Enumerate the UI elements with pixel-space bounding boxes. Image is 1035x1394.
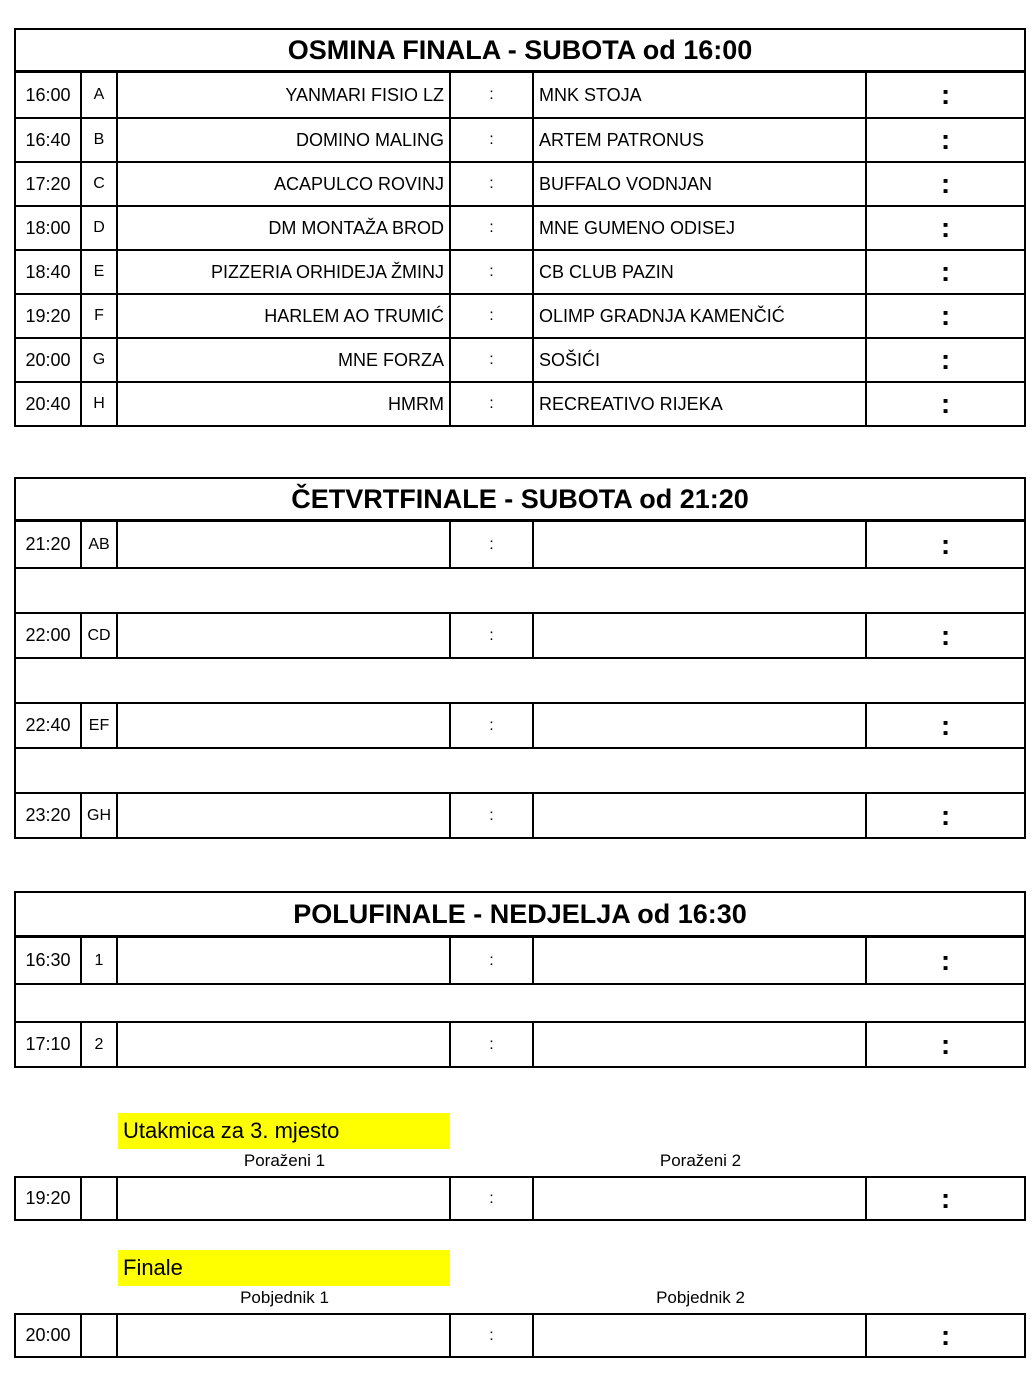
match-code: B <box>82 119 118 161</box>
table-title: ČETVRTFINALE - SUBOTA od 21:20 <box>16 479 1024 522</box>
home-team-cell <box>118 1315 451 1356</box>
vs-colon: : <box>451 339 534 381</box>
third-place-label: Utakmica za 3. mjesto <box>118 1113 450 1149</box>
match-time: 22:40 <box>16 704 82 747</box>
match-row <box>16 293 1024 337</box>
score-cell: : <box>940 344 951 375</box>
final-label: Finale <box>118 1250 450 1286</box>
table-title: OSMINA FINALA - SUBOTA od 16:00 <box>16 30 1024 73</box>
home-team-cell: YANMARI FISIO LZ <box>118 73 451 117</box>
match-code <box>82 1315 118 1356</box>
away-team-cell <box>534 522 867 567</box>
vs-colon: : <box>451 938 534 983</box>
match-time: 16:40 <box>16 119 82 161</box>
final-section <box>0 1250 1035 1358</box>
away-team-cell <box>534 614 867 657</box>
away-team-cell: ARTEM PATRONUS <box>534 119 867 161</box>
table-title: POLUFINALE - NEDJELJA od 16:30 <box>16 893 1024 938</box>
score-cell: : <box>940 256 951 287</box>
vs-colon: : <box>451 163 534 205</box>
match-code: A <box>82 73 118 117</box>
away-team-cell: RECREATIVO RIJEKA <box>534 383 867 425</box>
score-cell: : <box>940 709 951 741</box>
loser1-header: Poraženi 1 <box>243 1151 326 1170</box>
match-code: D <box>82 207 118 249</box>
match-time: 16:30 <box>16 938 82 983</box>
home-team-cell <box>118 938 451 983</box>
tournament-schedule-page <box>0 28 1035 1394</box>
away-team-cell: CB CLUB PAZIN <box>534 251 867 293</box>
score-cell: : <box>940 1028 951 1060</box>
match-row <box>16 73 1024 117</box>
home-team-cell: DM MONTAŽA BROD <box>118 207 451 249</box>
match-row <box>16 161 1024 205</box>
third-place-section <box>0 1113 1035 1221</box>
match-row <box>16 117 1024 161</box>
vs-colon: : <box>451 295 534 337</box>
home-team-cell: ACAPULCO ROVINJ <box>118 163 451 205</box>
osmina-finala-table <box>14 28 1026 427</box>
score-cell: : <box>940 944 951 976</box>
cetvrtfinale-table <box>14 477 1026 839</box>
away-team-cell: BUFFALO VODNJAN <box>534 163 867 205</box>
vs-colon: : <box>451 522 534 567</box>
away-team-cell <box>534 938 867 983</box>
home-team-cell: MNE FORZA <box>118 339 451 381</box>
vs-colon: : <box>451 251 534 293</box>
vs-colon: : <box>451 207 534 249</box>
match-time: 20:00 <box>16 339 82 381</box>
match-code: C <box>82 163 118 205</box>
winner1-header: Pobjednik 1 <box>240 1288 329 1307</box>
vs-colon: : <box>451 383 534 425</box>
score-cell: : <box>940 799 951 831</box>
home-team-cell <box>118 614 451 657</box>
vs-colon: : <box>451 1023 534 1066</box>
score-cell: : <box>940 79 951 110</box>
third-place-row-table <box>14 1176 1026 1221</box>
vs-colon: : <box>451 614 534 657</box>
match-row <box>16 938 1024 983</box>
match-row <box>16 381 1024 425</box>
match-code: 2 <box>82 1023 118 1066</box>
away-team-cell: OLIMP GRADNJA KAMENČIĆ <box>534 295 867 337</box>
match-row <box>16 249 1024 293</box>
vs-colon: : <box>451 119 534 161</box>
away-team-cell: SOŠIĆI <box>534 339 867 381</box>
vs-colon: : <box>451 794 534 837</box>
osmina-finala-rows <box>16 73 1024 425</box>
match-row <box>16 522 1024 567</box>
home-team-cell: PIZZERIA ORHIDEJA ŽMINJ <box>118 251 451 293</box>
loser2-header: Poraženi 2 <box>659 1151 742 1170</box>
match-time: 18:40 <box>16 251 82 293</box>
winner2-header: Pobjednik 2 <box>656 1288 745 1307</box>
match-time: 20:00 <box>16 1315 82 1356</box>
home-team-cell <box>118 794 451 837</box>
match-time: 17:20 <box>16 163 82 205</box>
away-team-cell: MNE GUMENO ODISEJ <box>534 207 867 249</box>
match-time: 22:00 <box>16 614 82 657</box>
empty-spacer-row <box>16 747 1024 792</box>
match-code: F <box>82 295 118 337</box>
match-code: G <box>82 339 118 381</box>
home-team-cell: HMRM <box>118 383 451 425</box>
match-row <box>16 1178 1024 1219</box>
score-cell: : <box>940 300 951 331</box>
match-row <box>16 702 1024 747</box>
home-team-cell <box>118 522 451 567</box>
polufinale-table <box>14 891 1026 1068</box>
match-code <box>82 1178 118 1219</box>
final-headers <box>0 1286 1035 1313</box>
home-team-cell: DOMINO MALING <box>118 119 451 161</box>
score-cell: : <box>940 1319 951 1351</box>
match-time: 19:20 <box>16 295 82 337</box>
match-row <box>16 612 1024 657</box>
match-row <box>16 337 1024 381</box>
match-code: EF <box>82 704 118 747</box>
match-code: GH <box>82 794 118 837</box>
cetvrtfinale-rows <box>16 522 1024 837</box>
away-team-cell <box>534 1315 867 1356</box>
match-time: 17:10 <box>16 1023 82 1066</box>
vs-colon: : <box>451 1315 534 1356</box>
score-cell: : <box>940 124 951 155</box>
match-time: 16:00 <box>16 73 82 117</box>
home-team-cell <box>118 1023 451 1066</box>
third-place-headers <box>0 1149 1035 1176</box>
match-time: 23:20 <box>16 794 82 837</box>
score-cell: : <box>940 168 951 199</box>
away-team-cell <box>534 1023 867 1066</box>
match-code: AB <box>82 522 118 567</box>
score-cell: : <box>940 388 951 419</box>
match-code: H <box>82 383 118 425</box>
match-row <box>16 792 1024 837</box>
score-cell: : <box>940 619 951 651</box>
empty-spacer-row <box>16 567 1024 612</box>
match-row <box>16 1315 1024 1356</box>
match-code: CD <box>82 614 118 657</box>
vs-colon: : <box>451 704 534 747</box>
home-team-cell <box>118 1178 451 1219</box>
empty-spacer-row <box>16 657 1024 702</box>
away-team-cell <box>534 1178 867 1219</box>
away-team-cell <box>534 704 867 747</box>
final-row-table <box>14 1313 1026 1358</box>
vs-colon: : <box>451 1178 534 1219</box>
polufinale-rows <box>16 938 1024 1066</box>
match-row <box>16 1021 1024 1066</box>
home-team-cell: HARLEM AO TRUMIĆ <box>118 295 451 337</box>
match-row <box>16 205 1024 249</box>
match-time: 19:20 <box>16 1178 82 1219</box>
score-cell: : <box>940 528 951 560</box>
match-time: 20:40 <box>16 383 82 425</box>
match-time: 21:20 <box>16 522 82 567</box>
empty-spacer-row <box>16 983 1024 1021</box>
away-team-cell: MNK STOJA <box>534 73 867 117</box>
vs-colon: : <box>451 73 534 117</box>
score-cell: : <box>940 1182 951 1214</box>
score-cell: : <box>940 212 951 243</box>
match-code: E <box>82 251 118 293</box>
home-team-cell <box>118 704 451 747</box>
match-time: 18:00 <box>16 207 82 249</box>
away-team-cell <box>534 794 867 837</box>
match-code: 1 <box>82 938 118 983</box>
